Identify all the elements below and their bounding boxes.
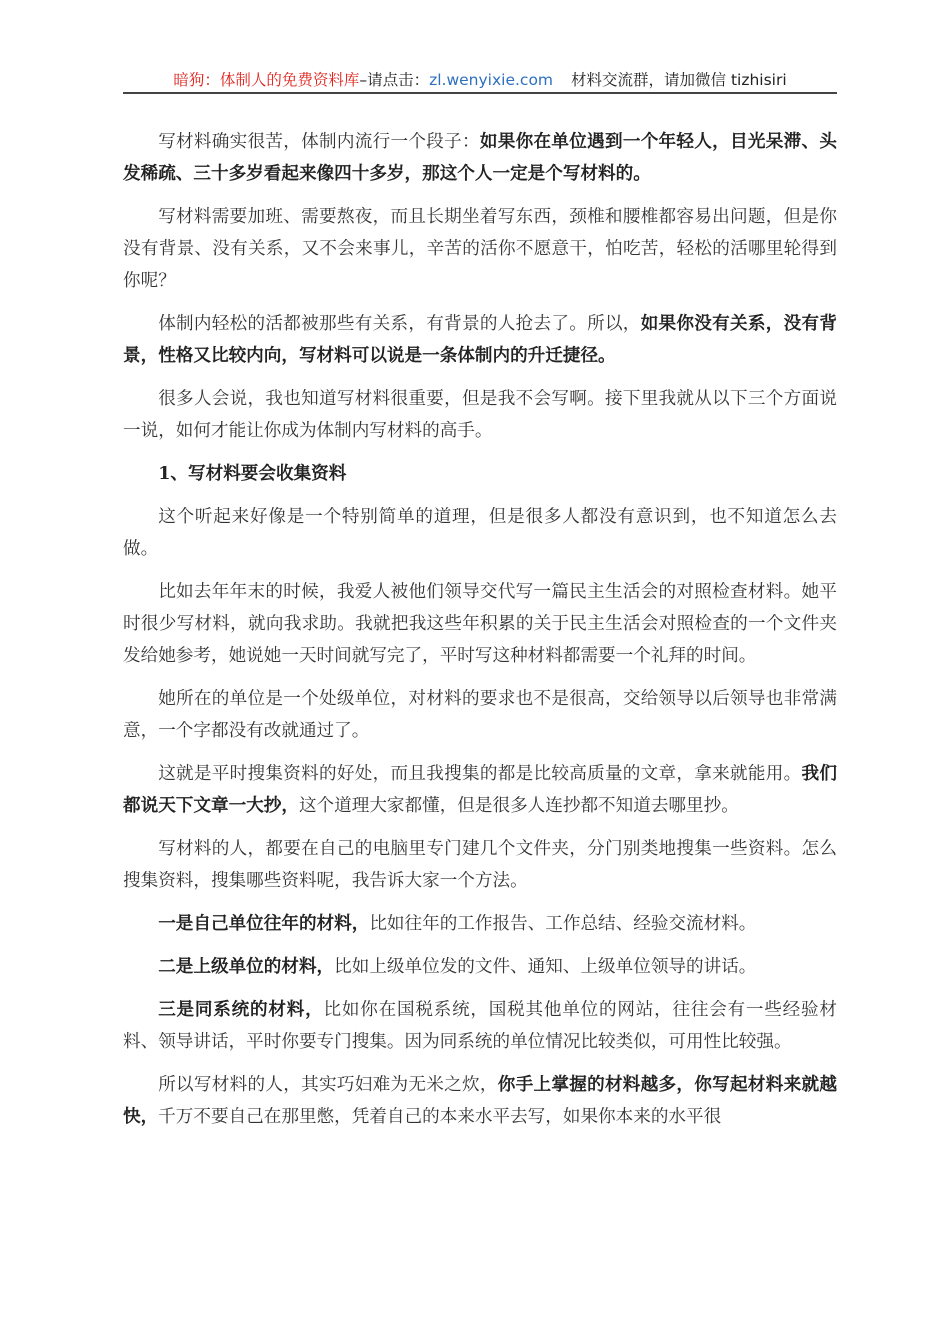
text-segment: 比如你在国税系统，国税其他单位的网站，往往会有一些经验材料、领导讲话，平时你要专门搜集。因为同系统的单位情况比较类似，可用性比较强。 [123, 1000, 837, 1052]
paragraph [123, 908, 837, 940]
paragraph [123, 126, 837, 190]
text-segment: 千万不要自己在那里憋，凭着自己的本来水平去写，如果你本来的水平很 [158, 1107, 722, 1127]
text-segment: 所以写材料的人，其实巧妇难为无米之炊， [158, 1075, 498, 1095]
page-header [123, 68, 837, 94]
bold-text: 你手上掌握的材料越多，你写起材料来就越快， [123, 1074, 837, 1127]
paragraph [123, 576, 837, 672]
paragraph [123, 1069, 837, 1133]
paragraph [123, 951, 837, 983]
bold-text: 三是同系统的材料， [158, 999, 324, 1020]
text-segment: 比如去年年末的时候，我爱人被他们领导交代写一篇民主生活会的对照检查材料。她平时很少写材料，就向我求助。我就把我这些年积累的关于民主生活会对照检查的一个文件夹发给她参考，她说她一天时间就写完了，平时写这种材料都需要一个礼拜的时间。 [123, 582, 837, 666]
bold-text: 我们都说天下文章一大抄， [123, 763, 837, 816]
paragraph [123, 201, 837, 297]
header-brand: 暗狗：体制人的免费资料库 [173, 71, 360, 89]
text-segment: 比如往年的工作报告、工作总结、经验交流材料。 [369, 914, 757, 934]
paragraph [123, 994, 837, 1058]
bold-text: 一是自己单位往年的材料， [158, 913, 370, 934]
bold-text: 如果你没有关系，没有背景，性格又比较内向，写材料可以说是一条体制内的升迁捷径。 [123, 313, 837, 366]
text-segment: 这个听起来好像是一个特别简单的道理，但是很多人都没有意识到，也不知道怎么去做。 [123, 507, 837, 559]
text-segment: 比如上级单位发的文件、通知、上级单位领导的讲话。 [334, 957, 757, 977]
text-segment: 写材料确实很苦，体制内流行一个段子： [158, 132, 480, 152]
paragraph [123, 383, 837, 447]
text-segment: 很多人会说，我也知道写材料很重要，但是我不会写啊。接下里我就从以下三个方面说一说，如何才能让你成为体制内写材料的高手。 [123, 389, 837, 441]
text-segment: 写材料的人，都要在自己的电脑里专门建几个文件夹，分门别类地搜集一些资料。怎么搜集资料，搜集哪些资料呢，我告诉大家一个方法。 [123, 839, 837, 891]
header-click-label: –请点击： [359, 71, 430, 89]
text-segment: 这个道理大家都懂，但是很多人连抄都不知道去哪里抄。 [298, 796, 739, 816]
text-segment: 写材料需要加班、需要熬夜，而且长期坐着写东西，颈椎和腰椎都容易出问题，但是你没有背景、没有关系，又不会来事儿，辛苦的活你不愿意干，怕吃苦，轻松的活哪里轮得到你呢？ [123, 207, 837, 291]
paragraph [123, 458, 837, 490]
paragraph [123, 833, 837, 897]
text-segment: 这就是平时搜集资料的好处，而且我搜集的都是比较高质量的文章，拿来就能用。 [158, 764, 802, 784]
bold-text: 二是上级单位的材料， [158, 956, 335, 977]
header-url-link[interactable]: zl.wenyixie.com [429, 71, 554, 89]
paragraph [123, 308, 837, 372]
bold-text: 如果你在单位遇到一个年轻人，目光呆滞、头发稀疏、三十多岁看起来像四十多岁，那这个人一定是个写材料的。 [123, 131, 837, 184]
paragraph [123, 758, 837, 822]
text-segment: 体制内轻松的活都被那些有关系，有背景的人抢去了。所以， [158, 314, 641, 334]
document-body [123, 126, 837, 1144]
text-segment: 她所在的单位是一个处级单位，对材料的要求也不是很高，交给领导以后领导也非常满意，一个字都没有改就通过了。 [123, 689, 837, 741]
bold-text: 1、写材料要会收集资料 [158, 463, 347, 484]
paragraph [123, 501, 837, 565]
paragraph [123, 683, 837, 747]
header-contact: 材料交流群，请加微信 tizhisiri [571, 71, 787, 89]
